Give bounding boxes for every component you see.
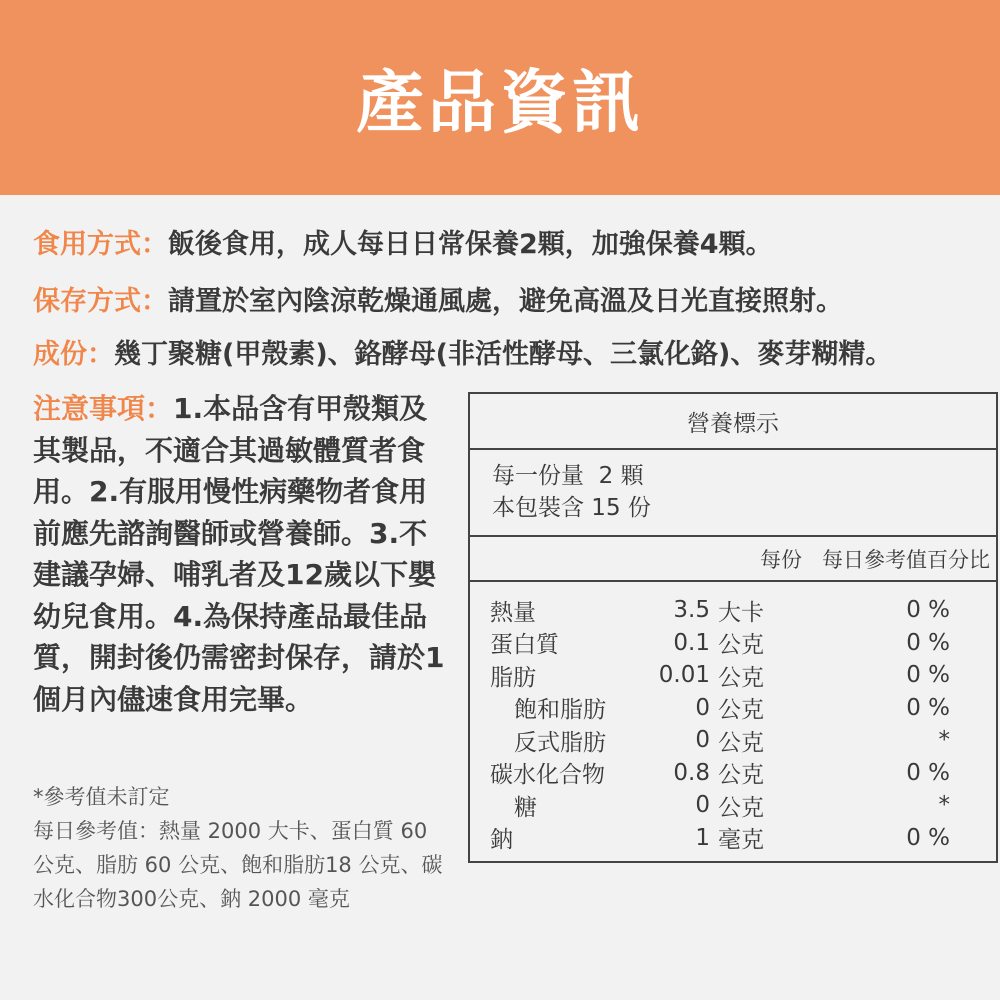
- nutrient-unit: 公克: [718, 729, 764, 756]
- nutrient-name: 脂肪: [490, 664, 536, 691]
- storage-label: 保存方式：: [33, 286, 168, 317]
- nutrient-unit: 公克: [718, 697, 764, 724]
- reference-daily: 每日參考值：熱量 2000 大卡、蛋白質 60 公克、脂肪 60 公克、飽和脂肪18 公克、碳水化合物300公克、鈉 2000 毫克: [33, 819, 443, 911]
- ingredients-text: 幾丁聚糖(甲殼素)、鉻酵母(非活性酵母、三氯化鉻)、麥芽糊精。: [114, 339, 893, 370]
- serving-info: [470, 450, 996, 537]
- ingredients-line: [33, 332, 892, 371]
- servings-per-pack: 本包裝含 15 份: [492, 495, 651, 521]
- notes-label: 注意事項：: [33, 392, 174, 425]
- usage-label: 食用方式：: [33, 229, 168, 260]
- nutrient-unit: 大卡: [718, 599, 764, 626]
- nutrient-daily-value: 0 %: [906, 662, 950, 689]
- nutrient-unit: 公克: [718, 762, 764, 789]
- reference-note: *參考值未訂定: [33, 785, 170, 809]
- nutrient-amount: 0.01: [658, 662, 710, 689]
- nutrient-name: 鈉: [490, 827, 513, 854]
- nutrient-unit: 公克: [718, 794, 764, 821]
- col-per-serving: 每份: [760, 547, 802, 572]
- nutrition-rows: [470, 582, 996, 854]
- nutrient-unit: 公克: [718, 664, 764, 691]
- col-daily-value: 每日參考值百分比: [822, 547, 990, 572]
- nutrient-name: 蛋白質: [490, 632, 559, 659]
- usage-text: 飯後食用，成人每日日常保養2顆，加強保養4顆。: [168, 229, 773, 260]
- nutrient-amount: 0.8: [673, 759, 710, 786]
- serving-size: 每一份量 2 顆: [492, 463, 644, 489]
- nutrient-amount: 1: [695, 824, 710, 851]
- table-row: [470, 757, 996, 790]
- storage-text: 請置於室內陰涼乾燥通風處，避免高溫及日光直接照射。: [168, 286, 843, 317]
- table-row: [470, 627, 996, 660]
- nutrient-name: 熱量: [490, 599, 536, 626]
- notes-block: [33, 388, 448, 720]
- nutrient-name: 碳水化合物: [490, 762, 605, 789]
- nutrient-name: 反式脂肪: [514, 729, 606, 756]
- nutrient-daily-value: 0 %: [906, 597, 950, 624]
- nutrition-title: 營養標示: [470, 394, 996, 450]
- header-banner: [0, 0, 1000, 195]
- nutrient-name: 糖: [514, 794, 537, 821]
- page-title: 產品資訊: [355, 64, 644, 143]
- nutrient-daily-value: *: [938, 727, 950, 754]
- nutrient-amount: 0: [695, 694, 710, 721]
- ingredients-label: 成份：: [33, 339, 114, 370]
- table-row: [470, 692, 996, 725]
- storage-line: [33, 279, 843, 318]
- nutrient-daily-value: 0 %: [906, 759, 950, 786]
- usage-line: [33, 222, 773, 261]
- table-row: [470, 822, 996, 855]
- nutrition-table: [468, 392, 998, 863]
- nutrient-daily-value: 0 %: [906, 824, 950, 851]
- nutrient-daily-value: 0 %: [906, 694, 950, 721]
- nutrient-amount: 3.5: [673, 597, 710, 624]
- nutrient-daily-value: 0 %: [906, 629, 950, 656]
- column-headers: [470, 537, 996, 582]
- nutrient-amount: 0.1: [673, 629, 710, 656]
- table-row: [470, 659, 996, 692]
- nutrient-amount: 0: [695, 727, 710, 754]
- nutrient-unit: 毫克: [718, 827, 764, 854]
- nutrient-amount: 0: [695, 792, 710, 819]
- table-row: [470, 594, 996, 627]
- nutrient-name: 飽和脂肪: [514, 697, 606, 724]
- table-row: [470, 789, 996, 822]
- nutrient-daily-value: *: [938, 792, 950, 819]
- nutrient-unit: 公克: [718, 632, 764, 659]
- reference-block: [33, 780, 453, 916]
- notes-text: 1.本品含有甲殼類及其製品，不適合其過敏體質者食用。2.有服用慢性病藥物者食用前應先諮詢醫師或營養師。3.不建議孕婦、哺乳者及12歲以下嬰幼兒食用。4.為保持產品最佳品質，開封後仍需密封保存，請於1個月內儘速食用完畢。: [33, 392, 445, 716]
- table-row: [470, 724, 996, 757]
